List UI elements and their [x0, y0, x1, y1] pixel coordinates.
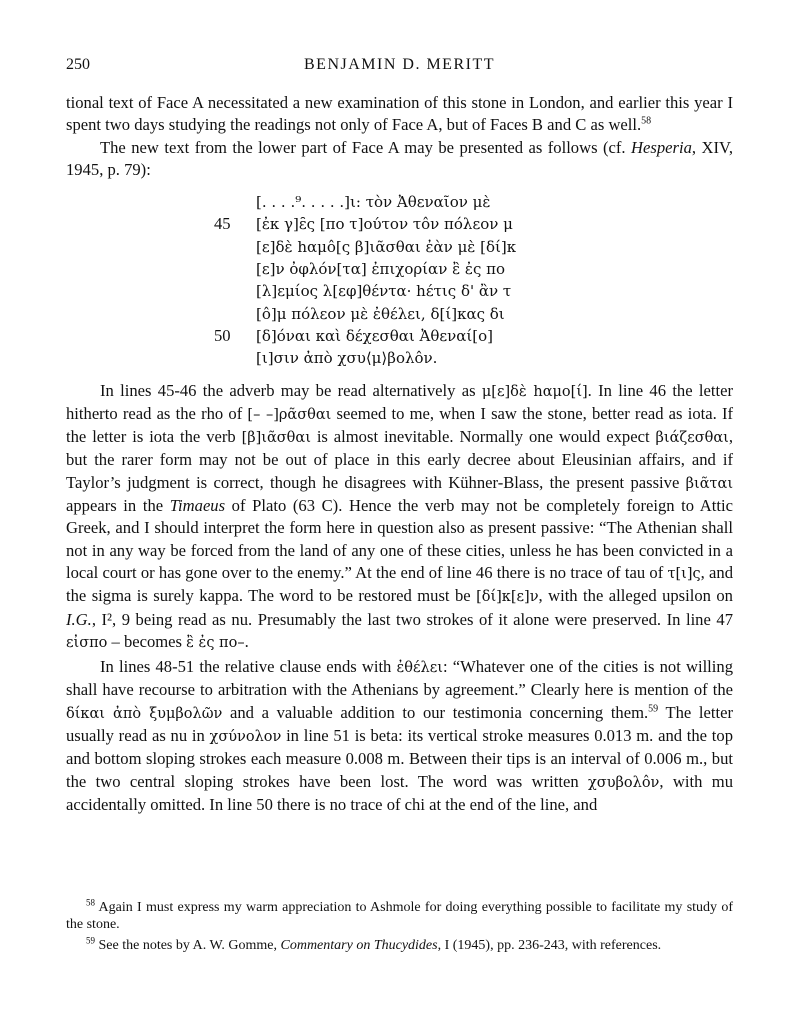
footnote-58: $^{58}$ Again I must express my warm appreciation to Ashmole for doing everything possible to facilitate my study of the stone. [66, 897, 733, 932]
inscription-line [66, 191, 733, 213]
inscription-line [66, 236, 733, 258]
inscription-text [66, 191, 733, 369]
page-number: 250 [66, 56, 90, 73]
running-head: BENJAMIN D. MERITT [304, 56, 495, 73]
footnote-number: 59 [86, 935, 95, 946]
inscription-line [66, 325, 733, 347]
inscription-line-text: [λ]εμίος λ[εφ]θέντα· hέτις δ' ἂν τ [256, 282, 512, 301]
inscription-line [66, 258, 733, 280]
intro-paragraph-continuation: tional text of Face A necessitated a new examination of this stone in London, and earlier this year I spent two days studying the readings not only of Face A, but of Faces B and C as well.$^{58}$ [66, 93, 733, 135]
page-header [66, 50, 733, 78]
inscription-line-text: [ι]σιν ἀπὸ χσυ⟨μ⟩βολôν. [256, 349, 438, 368]
footnote-ref-59[interactable]: 59 [648, 703, 659, 715]
inscription-line-text: [ô]μ πόλεον μὲ ἐθέλει, δ[ί]κας δι [256, 304, 505, 323]
footnote-ref-58[interactable]: 58 [641, 115, 652, 127]
inscription-line [66, 280, 733, 302]
inscription-line-text: [δ]όναι καὶ δέχεσθαι Ἀθεναί[ο] [256, 326, 494, 345]
inscription-line [66, 303, 733, 325]
inscription-line-text: [ἐκ γ]ε̑ς [πο τ]ούτον τôν πόλεον μ [256, 215, 513, 234]
inscription-line-text: [ε]ν ὀφλόν[τα] ἐπιχορίαν ἒ ἐς πο [256, 260, 506, 279]
footnotes [66, 899, 733, 958]
footnote-number: 58 [86, 897, 95, 908]
commentary-paragraph-1: In lines 45-46 the adverb may be read alternatively as μ[ε]δὲ hαμο[ί]. In line 46 the letter hitherto read as the rho of [– –]ρᾶσθαι seemed to me, when I saw the stone, better read as iota. If the letter is iota the verb [β]ιᾶσθαι is almost inevitable. Normally one would expect βιάζεσθαι, but the rarer form may not be out of place in this early decree about Eleusinian affairs, and if Taylor’s judgment is correct, though he disagrees with Kühner-Blass, the present passive βιᾶται appears in the Timaeus of Plato (63 C). Hence the verb may not be completely foreign to Attic Greek, and I should interpret the form here in question also as present passive: “The Athenian shall not in any way be forced from the land of any one of these cities, unless he has been convicted in a local court or has gone over to the enemy.” At the end of line 46 there is no trace of tau of τ[ι]ς, and the sigma is surely kappa. The word to be restored must be [δί]κ[ε]ν, with the alleged upsilon on I.G., I², 9 being read as nu. Presumably the last two strokes of it alone were preserved. In line 47 εἰσπο – becomes ἒ ἐς πο–. [66, 380, 733, 651]
line-number: 50 [214, 325, 231, 345]
inscription-line [66, 213, 733, 235]
page [66, 50, 733, 816]
commentary-paragraph-2: In lines 48-51 the relative clause ends with ἐθέλει: “Whatever one of the cities is not willing shall have recourse to arbitration with the Athenians by agreement.” Clearly here is mention of the δίκαι ἀπὸ ξυμβολῶν and a valuable addition to our testimonia concerning them.$^{59}$ The letter usually read as nu in χσύνολον in line 51 is beta: its vertical stroke measures 0.013 m. and the top and bottom sloping strokes each measure 0.008 m. Between their tips is an interval of 0.006 m., but the two central sloping strokes have been lost. The word was written χσυβολôν, with mu accidentally omitted. In line 50 there is no trace of chi at the end of the line, and [66, 657, 734, 814]
inscription-line [66, 347, 733, 369]
intro-paragraph: The new text from the lower part of Face A may be presented as follows (cf. Hesperia, XIV, 1945, p. 79): [66, 137, 733, 179]
inscription-line-text: [ε]δὲ hαμô[ς β]ιᾶσθαι ἐὰν μὲ [δί]κ [256, 237, 517, 256]
line-number: 45 [214, 214, 231, 234]
body-text [66, 92, 733, 816]
inscription-line-text: [. . . .⁹. . . . .]ι: τὸν Ἀθεναῖον μὲ [256, 193, 491, 212]
footnote-59: $^{59}$ See the notes by A. W. Gomme, Commentary on Thucydides, I (1945), pp. 236-243, with references. [86, 935, 662, 953]
